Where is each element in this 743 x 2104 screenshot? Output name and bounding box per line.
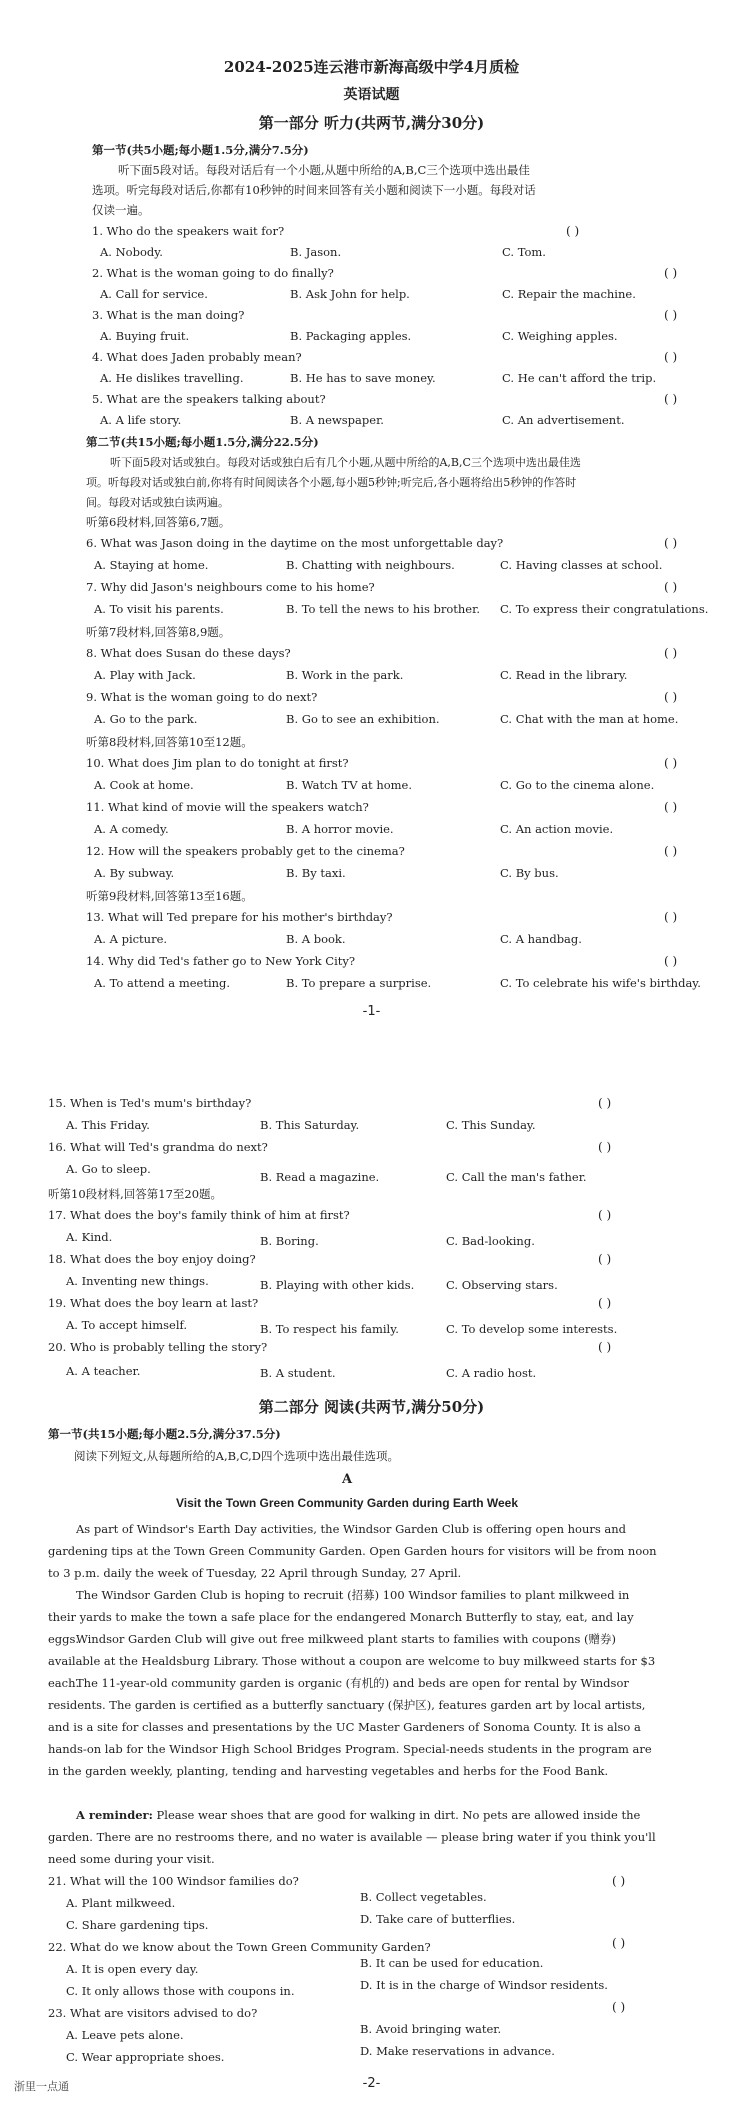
option-a: A. Staying at home. bbox=[94, 558, 209, 572]
option-c: C. This Sunday. bbox=[446, 1118, 536, 1132]
question-17: 17. What does the boy's family think of him at first? bbox=[48, 1208, 350, 1222]
answer-blank[interactable]: ( ) bbox=[664, 844, 678, 858]
answer-blank[interactable]: ( ) bbox=[598, 1252, 612, 1266]
question-7: 7. Why did Jason's neighbours come to his home? bbox=[86, 580, 375, 594]
answer-blank[interactable]: ( ) bbox=[664, 392, 678, 406]
option-c: C. To celebrate his wife's birthday. bbox=[500, 976, 701, 990]
page-number: -1- bbox=[362, 1004, 381, 1019]
part2-heading: 第二部分 阅读(共两节,满分50分) bbox=[258, 1398, 485, 1416]
option-b: B. Playing with other kids. bbox=[260, 1278, 415, 1292]
part1-section1-title: 第一节(共5小题;每小题1.5分,满分7.5分) bbox=[92, 143, 309, 157]
answer-blank[interactable]: ( ) bbox=[664, 690, 678, 704]
passage-paragraph: The 11-year-old community garden is organic (有机的) and beds are open for rental by Windsor residents. The garden is certified as a butterfly sanctuary (保护区), features garden art by local artists, and is a site for classes and presentations by the UC Master Gardeners of Sonoma County. It is also a hands-on lab for the Windsor High School Bridges Program. Special-needs students in the program are in the garden weekly, planting, tending and harvesting vegetables and herbs for the Food Bank. bbox=[48, 1676, 652, 1778]
option-b: B. Chatting with neighbours. bbox=[286, 558, 455, 572]
option-a: A. To accept himself. bbox=[66, 1318, 188, 1332]
passage-letter: A bbox=[341, 1472, 353, 1487]
part1-section2-instr: 听下面5段对话或独白。每段对话或独白后有几个小题,从题中所给的A,B,C三个选项中选出最佳选 bbox=[110, 456, 581, 469]
question-13: 13. What will Ted prepare for his mother's birthday? bbox=[86, 910, 393, 924]
question-6: 6. What was Jason doing in the daytime on the most unforgettable day? bbox=[86, 536, 504, 550]
question-12: 12. How will the speakers probably get to the cinema? bbox=[86, 844, 405, 858]
option-b: B. Avoid bringing water. bbox=[360, 2022, 502, 2036]
answer-blank[interactable]: ( ) bbox=[664, 646, 678, 660]
question-4: 4. What does Jaden probably mean? bbox=[92, 350, 302, 364]
option-b: B. Go to see an exhibition. bbox=[286, 712, 440, 726]
option-a: A. Buying fruit. bbox=[100, 329, 190, 343]
option-c: C. Weighing apples. bbox=[502, 329, 618, 343]
option-a: A. Kind. bbox=[66, 1230, 113, 1244]
option-b: B. To respect his family. bbox=[260, 1322, 399, 1336]
question-18: 18. What does the boy enjoy doing? bbox=[48, 1252, 256, 1266]
option-d: D. It is in the charge of Windsor residents. bbox=[360, 1978, 608, 1992]
option-a: A. Call for service. bbox=[100, 287, 208, 301]
option-b: B. Read a magazine. bbox=[260, 1170, 380, 1184]
option-a: A. A comedy. bbox=[94, 822, 169, 836]
option-c: C. Observing stars. bbox=[446, 1278, 558, 1292]
question-5: 5. What are the speakers talking about? bbox=[92, 392, 326, 406]
answer-blank[interactable]: ( ) bbox=[598, 1140, 612, 1154]
option-c: C. It only allows those with coupons in. bbox=[66, 1984, 295, 1998]
option-c: C. A handbag. bbox=[500, 932, 582, 946]
question-21: 21. What will the 100 Windsor families do? bbox=[48, 1874, 299, 1888]
material-label: 听第6段材料,回答第6,7题。 bbox=[86, 515, 231, 529]
part1-section1-instr: 选项。听完每段对话后,你都有10秒钟的时间来回答有关小题和阅读下一小题。每段对话 bbox=[92, 183, 536, 197]
option-b: B. To prepare a surprise. bbox=[286, 976, 432, 990]
option-c: C. An action movie. bbox=[500, 822, 614, 836]
question-2: 2. What is the woman going to do finally? bbox=[92, 266, 334, 280]
part1-section1-instr: 仅读一遍。 bbox=[92, 203, 150, 217]
option-b: B. Work in the park. bbox=[286, 668, 404, 682]
page-number: -2- bbox=[362, 2076, 381, 2091]
question-16: 16. What will Ted's grandma do next? bbox=[48, 1140, 268, 1154]
watermark-label: 浙里一点通 bbox=[14, 2080, 69, 2093]
option-b: B. By taxi. bbox=[286, 866, 346, 880]
option-b: B. A book. bbox=[286, 932, 346, 946]
exam-subtitle: 英语试题 bbox=[343, 87, 400, 103]
option-c: C. Go to the cinema alone. bbox=[500, 778, 655, 792]
answer-blank[interactable]: ( ) bbox=[566, 224, 580, 238]
part1-section2-title: 第二节(共15小题;每小题1.5分,满分22.5分) bbox=[86, 435, 319, 449]
option-c: C. A radio host. bbox=[446, 1366, 537, 1380]
question-8: 8. What does Susan do these days? bbox=[86, 646, 291, 660]
option-b: B. Packaging apples. bbox=[290, 329, 412, 343]
option-a: A. Nobody. bbox=[100, 245, 163, 259]
reminder-text: Please wear shoes that are good for walking in dirt. No pets are allowed inside the garden. There are no restrooms there, and no water is available — please bring water if you think you'll need some during your visit. bbox=[48, 1808, 656, 1866]
option-a: A. Go to the park. bbox=[94, 712, 198, 726]
answer-blank[interactable]: ( ) bbox=[598, 1340, 612, 1354]
option-b: B. Collect vegetables. bbox=[360, 1890, 487, 1904]
question-3: 3. What is the man doing? bbox=[92, 308, 245, 322]
part2-section1-title: 第一节(共15小题;每小题2.5分,满分37.5分) bbox=[48, 1427, 281, 1441]
passage-paragraph: The Windsor Garden Club is hoping to recruit (招募) 100 Windsor families to plant milkweed in their yards to make the town a safe place for the endangered Monarch Butterfly to stay, eat, and lay eggs. bbox=[48, 1588, 634, 1646]
option-c: C. Read in the library. bbox=[500, 668, 628, 682]
question-23: 23. What are visitors advised to do? bbox=[48, 2006, 258, 2020]
answer-blank[interactable]: ( ) bbox=[664, 266, 678, 280]
option-c: C. To express their congratulations. bbox=[500, 602, 709, 616]
answer-blank[interactable]: ( ) bbox=[664, 910, 678, 924]
passage-paragraph: Windsor Garden Club will give out free milkweed plant starts to families with coupons (赠券) available at the Healdsburg Library. Those without a coupon are welcome to buy milkweed starts for $3 each. bbox=[48, 1632, 656, 1690]
material-label: 听第7段材料,回答第8,9题。 bbox=[86, 625, 231, 639]
question-11: 11. What kind of movie will the speakers watch? bbox=[86, 800, 369, 814]
answer-blank[interactable]: ( ) bbox=[664, 580, 678, 594]
question-19: 19. What does the boy learn at last? bbox=[48, 1296, 259, 1310]
option-b: B. Ask John for help. bbox=[290, 287, 410, 301]
option-c: C. Having classes at school. bbox=[500, 558, 663, 572]
option-c: C. By bus. bbox=[500, 866, 559, 880]
answer-blank[interactable]: ( ) bbox=[612, 1874, 626, 1888]
answer-blank[interactable]: ( ) bbox=[664, 350, 678, 364]
option-a: A. This Friday. bbox=[66, 1118, 150, 1132]
option-b: B. This Saturday. bbox=[260, 1118, 360, 1132]
exam-title: 2024-2025连云港市新海高级中学4月质检 bbox=[223, 58, 520, 76]
option-b: B. A newspaper. bbox=[290, 413, 384, 427]
answer-blank[interactable]: ( ) bbox=[612, 1936, 626, 1950]
option-c: C. An advertisement. bbox=[502, 413, 625, 427]
option-d: D. Make reservations in advance. bbox=[360, 2044, 555, 2058]
answer-blank[interactable]: ( ) bbox=[664, 536, 678, 550]
answer-blank[interactable]: ( ) bbox=[664, 756, 678, 770]
material-label: 听第10段材料,回答第17至20题。 bbox=[48, 1187, 223, 1201]
option-a: A. Cook at home. bbox=[94, 778, 194, 792]
question-10: 10. What does Jim plan to do tonight at first? bbox=[86, 756, 349, 770]
part1-heading: 第一部分 听力(共两节,满分30分) bbox=[258, 114, 485, 132]
passage-title: Visit the Town Green Community Garden during Earth Week bbox=[175, 1496, 519, 1510]
option-b: B. He has to save money. bbox=[290, 371, 436, 385]
option-c: C. Repair the machine. bbox=[502, 287, 636, 301]
option-c: C. Chat with the man at home. bbox=[500, 712, 679, 726]
option-c: C. Share gardening tips. bbox=[66, 1918, 209, 1932]
option-b: B. A horror movie. bbox=[286, 822, 394, 836]
answer-blank[interactable]: ( ) bbox=[664, 954, 678, 968]
option-b: B. A student. bbox=[260, 1366, 336, 1380]
option-b: B. Jason. bbox=[290, 245, 342, 259]
option-a: A. He dislikes travelling. bbox=[100, 371, 244, 385]
material-label: 听第8段材料,回答第10至12题。 bbox=[86, 735, 253, 749]
option-b: B. It can be used for education. bbox=[360, 1956, 544, 1970]
answer-blank[interactable]: ( ) bbox=[598, 1096, 612, 1110]
option-b: B. To tell the news to his brother. bbox=[286, 602, 481, 616]
option-a: A. Plant milkweed. bbox=[66, 1896, 176, 1910]
part1-section2-instr: 项。听每段对话或独白前,你将有时间阅读各个小题,每小题5秒钟;听完后,各小题将给出5秒钟的作答时 bbox=[86, 476, 577, 489]
question-1: 1. Who do the speakers wait for? bbox=[92, 224, 285, 238]
option-c: C. Wear appropriate shoes. bbox=[66, 2050, 225, 2064]
question-14: 14. Why did Ted's father go to New York City? bbox=[86, 954, 356, 968]
option-d: D. Take care of butterflies. bbox=[360, 1912, 516, 1926]
part1-section2-instr: 间。每段对话或独白读两遍。 bbox=[86, 496, 229, 509]
answer-blank[interactable]: ( ) bbox=[612, 2000, 626, 2014]
option-c: C. He can't afford the trip. bbox=[502, 371, 657, 385]
option-a: A. A life story. bbox=[100, 413, 182, 427]
option-a: A. A teacher. bbox=[66, 1364, 141, 1378]
option-a: A. Go to sleep. bbox=[66, 1162, 151, 1176]
reminder-label: A reminder: bbox=[76, 1808, 153, 1822]
passage-reminder bbox=[48, 1804, 658, 1870]
answer-blank[interactable]: ( ) bbox=[598, 1296, 612, 1310]
option-a: A. It is open every day. bbox=[66, 1962, 199, 1976]
part1-section1-instr: 听下面5段对话。每段对话后有一个小题,从题中所给的A,B,C三个选项中选出最佳 bbox=[118, 163, 530, 177]
answer-blank[interactable]: ( ) bbox=[664, 308, 678, 322]
question-9: 9. What is the woman going to do next? bbox=[86, 690, 318, 704]
option-a: A. Play with Jack. bbox=[94, 668, 196, 682]
answer-blank[interactable]: ( ) bbox=[664, 800, 678, 814]
question-20: 20. Who is probably telling the story? bbox=[48, 1340, 268, 1354]
option-a: A. By subway. bbox=[94, 866, 175, 880]
option-a: A. A picture. bbox=[94, 932, 168, 946]
option-c: C. Bad-looking. bbox=[446, 1234, 535, 1248]
answer-blank[interactable]: ( ) bbox=[598, 1208, 612, 1222]
option-b: B. Watch TV at home. bbox=[286, 778, 413, 792]
option-a: A. Leave pets alone. bbox=[66, 2028, 184, 2042]
option-a: A. To visit his parents. bbox=[94, 602, 224, 616]
passage-paragraph: As part of Windsor's Earth Day activities, the Windsor Garden Club is offering open hours and gardening tips at the Town Green Community Garden. Open Garden hours for visitors will be from noon to 3 p.m. daily the week of Tuesday, 22 April through Sunday, 27 April. bbox=[48, 1522, 657, 1580]
part2-section1-instr: 阅读下列短文,从每题所给的A,B,C,D四个选项中选出最佳选项。 bbox=[74, 1449, 399, 1463]
option-c: C. To develop some interests. bbox=[446, 1322, 618, 1336]
option-c: C. Tom. bbox=[502, 245, 546, 259]
option-b: B. Boring. bbox=[260, 1234, 319, 1248]
question-15: 15. When is Ted's mum's birthday? bbox=[48, 1096, 252, 1110]
question-22: 22. What do we know about the Town Green Community Garden? bbox=[48, 1940, 431, 1954]
option-a: A. Inventing new things. bbox=[66, 1274, 209, 1288]
option-a: A. To attend a meeting. bbox=[94, 976, 231, 990]
option-c: C. Call the man's father. bbox=[446, 1170, 587, 1184]
material-label: 听第9段材料,回答第13至16题。 bbox=[86, 889, 253, 903]
